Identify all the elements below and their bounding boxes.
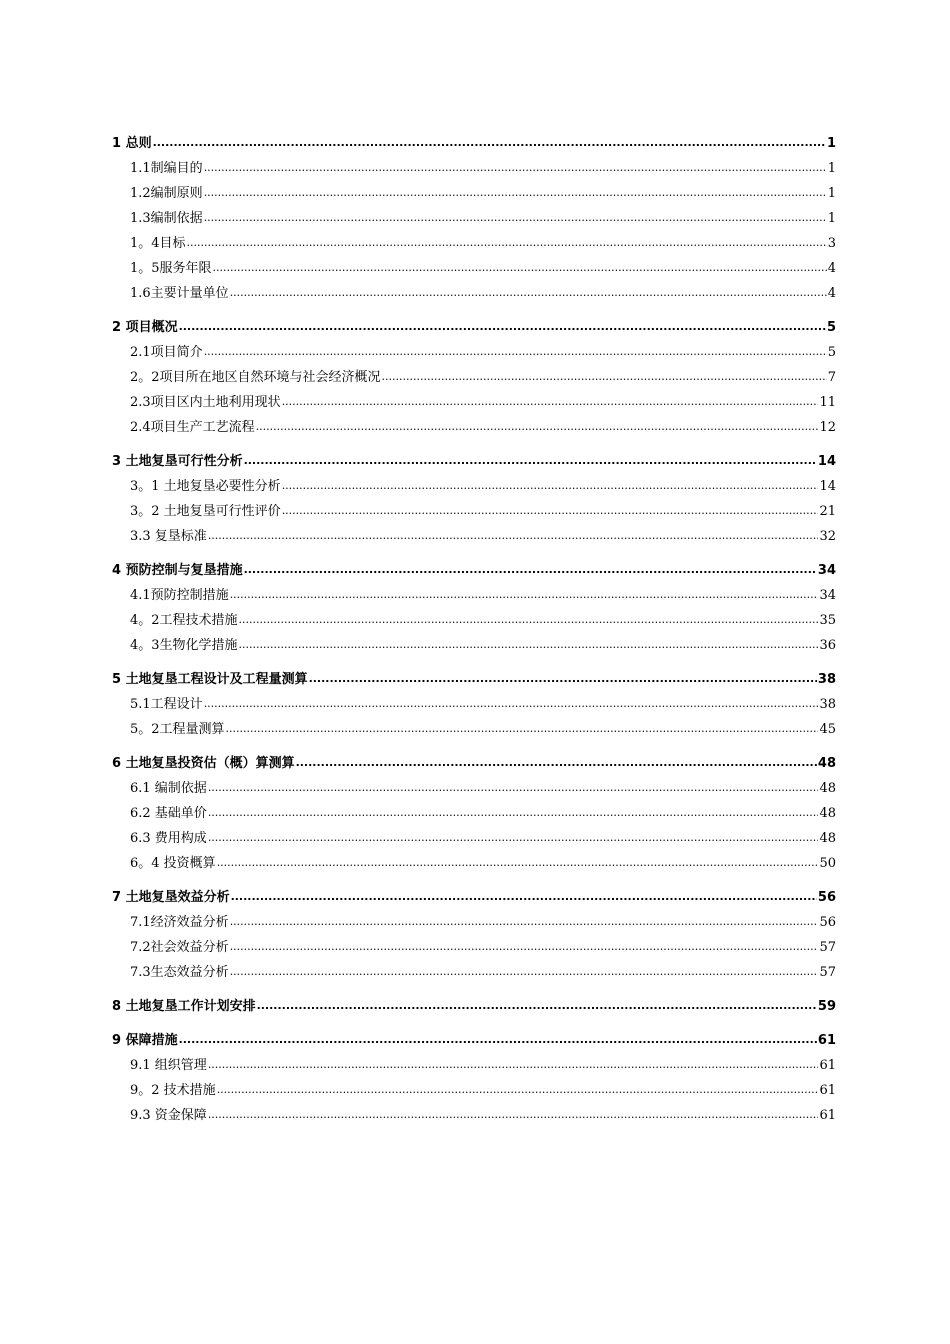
dot-leader bbox=[204, 210, 827, 226]
toc-section[interactable] bbox=[112, 722, 836, 747]
toc-section-title: 4。2工程技术措施 bbox=[130, 613, 238, 628]
toc-page-number: 61 bbox=[819, 1083, 836, 1098]
toc-page-number: 32 bbox=[819, 529, 836, 544]
toc-section-title: 3.3 复垦标准 bbox=[130, 529, 207, 544]
toc-page-number: 7 bbox=[827, 370, 836, 385]
dot-leader bbox=[257, 998, 817, 1014]
toc-page-number: 57 bbox=[819, 965, 836, 980]
toc-page-number: 61 bbox=[819, 1058, 836, 1073]
toc-chapter[interactable] bbox=[112, 320, 836, 345]
dot-leader bbox=[282, 478, 819, 494]
toc-section[interactable] bbox=[112, 1058, 836, 1083]
dot-leader bbox=[230, 939, 819, 955]
toc-page-number: 34 bbox=[817, 563, 836, 578]
toc-section-title: 1.3编制依据 bbox=[130, 211, 203, 226]
toc-section[interactable] bbox=[112, 286, 836, 311]
dot-leader bbox=[204, 185, 827, 201]
toc-page-number: 59 bbox=[817, 999, 836, 1014]
toc-page-number: 50 bbox=[819, 856, 836, 871]
toc-page-number: 45 bbox=[819, 722, 836, 737]
toc-page-number: 35 bbox=[819, 613, 836, 628]
toc-section-title: 7.1经济效益分析 bbox=[130, 915, 229, 930]
dot-leader bbox=[208, 1107, 819, 1123]
toc-page-number: 4 bbox=[827, 261, 836, 276]
toc-section[interactable] bbox=[112, 806, 836, 831]
toc-section[interactable] bbox=[112, 1083, 836, 1108]
dot-leader bbox=[282, 503, 819, 519]
toc-page-number: 34 bbox=[819, 588, 836, 603]
toc-page-number: 5 bbox=[827, 345, 836, 360]
toc-page-number: 1 bbox=[827, 211, 836, 226]
toc-page-number: 4 bbox=[827, 286, 836, 301]
toc-section-title: 2.1项目简介 bbox=[130, 345, 203, 360]
dot-leader bbox=[208, 1057, 819, 1073]
toc-chapter-title: 1 总则 bbox=[112, 136, 152, 151]
toc-page-number: 57 bbox=[819, 940, 836, 955]
toc-section[interactable] bbox=[112, 588, 836, 613]
toc-section[interactable] bbox=[112, 915, 836, 940]
toc-section-title: 7.3生态效益分析 bbox=[130, 965, 229, 980]
toc-chapter-title: 6 土地复垦投资估（概）算测算 bbox=[112, 756, 295, 771]
toc-section-title: 6。4 投资概算 bbox=[130, 856, 216, 871]
toc-section[interactable] bbox=[112, 261, 836, 286]
toc-chapter-title: 2 项目概况 bbox=[112, 320, 178, 335]
toc-section[interactable] bbox=[112, 161, 836, 186]
dot-leader bbox=[179, 1032, 817, 1048]
dot-leader bbox=[217, 1082, 819, 1098]
toc-chapter[interactable] bbox=[112, 999, 836, 1024]
toc-section-title: 1.6主要计量单位 bbox=[130, 286, 229, 301]
toc-section-title: 1。5服务年限 bbox=[130, 261, 212, 276]
dot-leader bbox=[296, 755, 817, 771]
toc-chapter[interactable] bbox=[112, 454, 836, 479]
toc-chapter-title: 4 预防控制与复垦措施 bbox=[112, 563, 243, 578]
toc-page-number: 38 bbox=[819, 697, 836, 712]
toc-section[interactable] bbox=[112, 479, 836, 504]
toc-section-title: 1.1制编目的 bbox=[130, 161, 203, 176]
toc-section-title: 5。2工程量测算 bbox=[130, 722, 225, 737]
dot-leader bbox=[230, 587, 819, 603]
dot-leader bbox=[208, 805, 819, 821]
toc-section[interactable] bbox=[112, 613, 836, 638]
toc-page-number: 1 bbox=[826, 136, 836, 151]
toc-section[interactable] bbox=[112, 211, 836, 236]
toc-page-number: 56 bbox=[819, 915, 836, 930]
toc-section-title: 1。4目标 bbox=[130, 236, 186, 251]
toc-section-title: 2.3项目区内土地利用现状 bbox=[130, 395, 281, 410]
toc-page-number: 48 bbox=[819, 781, 836, 796]
toc-section[interactable] bbox=[112, 504, 836, 529]
toc-chapter[interactable] bbox=[112, 672, 836, 697]
toc-page-number: 1 bbox=[827, 186, 836, 201]
dot-leader bbox=[231, 889, 817, 905]
dot-leader bbox=[230, 964, 819, 980]
toc-section[interactable] bbox=[112, 831, 836, 856]
dot-leader bbox=[244, 453, 817, 469]
toc-chapter[interactable] bbox=[112, 890, 836, 915]
toc-chapter-title: 3 土地复垦可行性分析 bbox=[112, 454, 243, 469]
toc-section[interactable] bbox=[112, 940, 836, 965]
toc-page-number: 61 bbox=[819, 1108, 836, 1123]
toc-chapter-title: 8 土地复垦工作计划安排 bbox=[112, 999, 256, 1014]
toc-section[interactable] bbox=[112, 345, 836, 370]
toc-page-number: 3 bbox=[827, 236, 836, 251]
toc-section-title: 3。2 土地复垦可行性评价 bbox=[130, 504, 281, 519]
toc-page-number: 48 bbox=[819, 831, 836, 846]
toc-page-number: 14 bbox=[819, 479, 836, 494]
dot-leader bbox=[208, 780, 819, 796]
toc-page-number: 12 bbox=[819, 420, 836, 435]
dot-leader bbox=[226, 721, 819, 737]
toc-section[interactable] bbox=[112, 965, 836, 990]
dot-leader bbox=[213, 260, 827, 276]
toc-section[interactable] bbox=[112, 236, 836, 261]
toc-page-number: 14 bbox=[817, 454, 836, 469]
dot-leader bbox=[153, 135, 826, 151]
toc-chapter-title: 7 土地复垦效益分析 bbox=[112, 890, 230, 905]
toc-section[interactable] bbox=[112, 395, 836, 420]
toc-page-number: 48 bbox=[817, 756, 836, 771]
toc-section-title: 6.2 基础单价 bbox=[130, 806, 207, 821]
toc-chapter-title: 9 保障措施 bbox=[112, 1033, 178, 1048]
dot-leader bbox=[230, 285, 827, 301]
toc-section[interactable] bbox=[112, 856, 836, 881]
toc-page-number: 36 bbox=[819, 638, 836, 653]
dot-leader bbox=[309, 671, 817, 687]
dot-leader bbox=[239, 612, 819, 628]
toc-page-number: 61 bbox=[817, 1033, 836, 1048]
dot-leader bbox=[244, 562, 817, 578]
toc-page-number: 1 bbox=[827, 161, 836, 176]
dot-leader bbox=[187, 235, 827, 251]
toc-section[interactable] bbox=[112, 370, 836, 395]
toc-page-number: 56 bbox=[817, 890, 836, 905]
dot-leader bbox=[382, 369, 827, 385]
toc-section-title: 9.3 资金保障 bbox=[130, 1108, 207, 1123]
dot-leader bbox=[204, 160, 827, 176]
dot-leader bbox=[282, 394, 819, 410]
toc-section-title: 3。1 土地复垦必要性分析 bbox=[130, 479, 281, 494]
dot-leader bbox=[204, 344, 827, 360]
toc-section-title: 4.1预防控制措施 bbox=[130, 588, 229, 603]
toc-section[interactable] bbox=[112, 420, 836, 445]
dot-leader bbox=[179, 319, 826, 335]
dot-leader bbox=[204, 696, 819, 712]
toc-section[interactable] bbox=[112, 1108, 836, 1133]
toc-chapter[interactable] bbox=[112, 136, 836, 161]
toc-section-title: 5.1工程设计 bbox=[130, 697, 203, 712]
toc-section-title: 1.2编制原则 bbox=[130, 186, 203, 201]
toc-section[interactable] bbox=[112, 638, 836, 663]
table-of-contents bbox=[112, 136, 836, 1133]
toc-page-number: 5 bbox=[826, 320, 836, 335]
toc-section-title: 6.1 编制依据 bbox=[130, 781, 207, 796]
dot-leader bbox=[230, 914, 819, 930]
toc-section-title: 9.1 组织管理 bbox=[130, 1058, 207, 1073]
dot-leader bbox=[217, 855, 819, 871]
toc-chapter[interactable] bbox=[112, 1033, 836, 1058]
dot-leader bbox=[208, 830, 819, 846]
dot-leader bbox=[239, 637, 819, 653]
toc-chapter[interactable] bbox=[112, 563, 836, 588]
toc-page-number: 48 bbox=[819, 806, 836, 821]
toc-section[interactable] bbox=[112, 186, 836, 211]
toc-section-title: 7.2社会效益分析 bbox=[130, 940, 229, 955]
toc-chapter-title: 5 土地复垦工程设计及工程量测算 bbox=[112, 672, 308, 687]
toc-section[interactable] bbox=[112, 781, 836, 806]
toc-section-title: 2.4项目生产工艺流程 bbox=[130, 420, 255, 435]
toc-section-title: 2。2项目所在地区自然环境与社会经济概况 bbox=[130, 370, 381, 385]
toc-chapter[interactable] bbox=[112, 756, 836, 781]
toc-section[interactable] bbox=[112, 697, 836, 722]
dot-leader bbox=[256, 419, 819, 435]
toc-page-number: 38 bbox=[817, 672, 836, 687]
toc-page-number: 11 bbox=[819, 395, 836, 410]
toc-section-title: 4。3生物化学措施 bbox=[130, 638, 238, 653]
dot-leader bbox=[208, 528, 819, 544]
toc-page-number: 21 bbox=[819, 504, 836, 519]
toc-section[interactable] bbox=[112, 529, 836, 554]
toc-section-title: 6.3 费用构成 bbox=[130, 831, 207, 846]
toc-section-title: 9。2 技术措施 bbox=[130, 1083, 216, 1098]
